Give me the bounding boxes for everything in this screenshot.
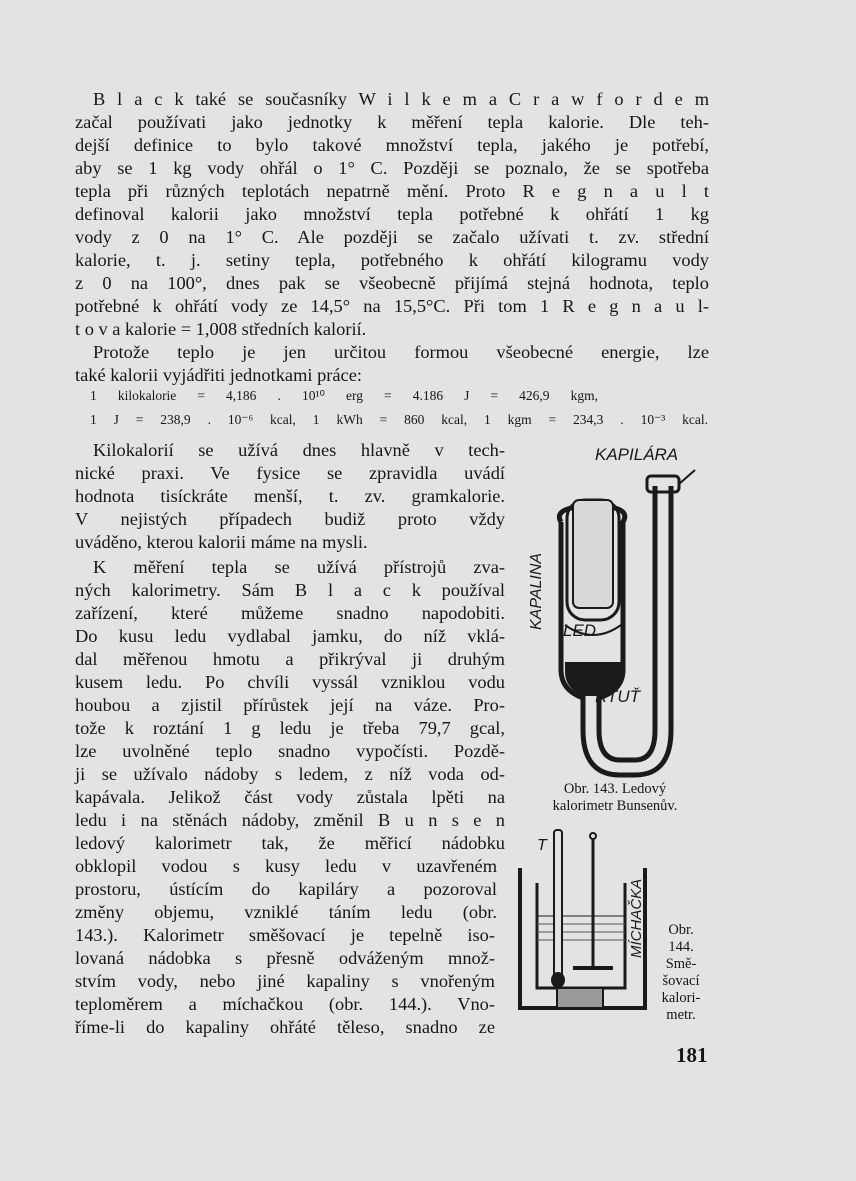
- text-line: kusem ledu. Po chvíli vyssál vzniklou vodu: [75, 672, 505, 692]
- text-line: teploměrem a míchačkou (obr. 144.). Vno-: [75, 994, 495, 1014]
- text-line: ných kalorimetry. Sám B l a c k používal: [75, 580, 505, 600]
- figure-143-caption: [505, 781, 725, 815]
- label-t: T: [537, 837, 547, 854]
- text-line: z 0 na 100°, dnes pak se všeobecně přijímá stejná hodnota, teplo: [75, 273, 709, 293]
- figure-144-caption: [652, 922, 710, 1024]
- capillary-tip: [679, 470, 695, 484]
- text-line: kalorie, t. j. setiny tepla, potřebného k ohřátí kilogramu vody: [75, 250, 709, 270]
- text-line: kapávala. Jelikož část vody zůstala lpěti na: [75, 787, 505, 807]
- text-line: také kalorii vyjádřiti jednotkami práce:: [75, 365, 362, 385]
- label-led: LED: [563, 621, 597, 640]
- caption-line: Smě-: [665, 956, 697, 972]
- label-kapalina: KAPALINA: [528, 552, 545, 630]
- text-line: tože k roztání 1 g ledu je třeba 79,7 gcal,: [75, 718, 505, 738]
- text-line: houbou a zjistil přírůstek její na váze. Pro-: [75, 695, 505, 715]
- text-line: prostoru, ústícím do kapiláry a pozoroval: [75, 879, 497, 899]
- text-line: stvím vody, nebo jiné kapaliny s vnořeným: [75, 971, 495, 991]
- text-line: dejší definice to bylo takové množství tepla, jakého je potřebí,: [75, 135, 709, 155]
- text-line: uváděno, kterou kalorii máme na mysli.: [75, 532, 368, 552]
- figure-144-mixing-calorimeter: [515, 828, 655, 1023]
- text-line: 143.). Kalorimetr směšovací je tepelně iso-: [75, 925, 495, 945]
- text-line: V nejistých případech budiž proto vždy: [75, 509, 505, 529]
- caption-line: metr.: [666, 1007, 696, 1023]
- label-rtut: RTUŤ: [595, 687, 641, 706]
- text-line: t o v a kalorie = 1,008 středních kalorií.: [75, 319, 367, 339]
- text-line: ledu i na stěnách nádoby, změnil B u n s e n: [75, 810, 505, 830]
- text-line: B l a c k také se současníky W i l k e m a C r a w f o r d e m: [93, 89, 709, 109]
- text-line: Protože teplo je jen určitou formou všeobecné energie, lze: [93, 342, 709, 362]
- caption-line: kalori-: [661, 990, 701, 1006]
- caption-line: Obr. 143. Ledový: [563, 781, 667, 797]
- text-line: změny objemu, vzniklé táním ledu (obr.: [75, 902, 497, 922]
- label-michacka: MÍCHAČKA: [628, 878, 645, 958]
- thermometer-bulb: [551, 972, 565, 988]
- text-line: vody z 0 na 1° C. Ale později se začalo užívati t. zv. střední: [75, 227, 709, 247]
- text-line: definoval kalorii jako množství tepla potřebné k ohřátí 1 kg: [75, 204, 709, 224]
- equation-line: 1 J = 238,9 . 10⁻⁶ kcal, 1 kWh = 860 kcal, 1 kgm = 234,3 . 10⁻³ kcal.: [90, 412, 708, 427]
- caption-line: šovací: [662, 973, 700, 989]
- text-line: Do kusu ledu vydlabal jamku, do níž vklá-: [75, 626, 505, 646]
- text-line: říme-li do kapaliny ohřáté těleso, snadno ze: [75, 1017, 495, 1037]
- thermometer: [554, 830, 562, 980]
- text-line: K měření tepla se užívá přístrojů zva-: [93, 557, 505, 577]
- caption-line: Obr.: [668, 922, 694, 938]
- inner-tube-liquid: [573, 500, 613, 608]
- text-line: potřebné k ohřátí vody ze 14,5° na 15,5°C. Při tom 1 R e g n a u l-: [75, 296, 709, 316]
- text-line: obklopil vodou s kusy ledu v uzavřeném: [75, 856, 497, 876]
- caption-line: 144.: [668, 939, 694, 955]
- page-number: 181: [676, 1043, 708, 1067]
- text-line: ji se užívalo nádoby s ledem, z níž voda od-: [75, 764, 505, 784]
- text-line: ledový kalorimetr tak, že měřicí nádobku: [75, 833, 505, 853]
- text-line: dal měřenou hmotu a přikrýval ji druhým: [75, 649, 505, 669]
- stirrer-handle: [590, 833, 596, 839]
- text-line: Kilokalorií se užívá dnes hlavně v tech-: [93, 440, 505, 460]
- label-kapilara: KAPILÁRA: [595, 445, 679, 464]
- figure-143-bunsen-calorimeter: [515, 440, 715, 780]
- equation-line: 1 kilokalorie = 4,186 . 10¹⁰ erg = 4.186 J = 426,9 kgm,: [90, 388, 598, 403]
- text-line: začal používati jako jednotky k měření tepla kalorie. Dle teh-: [75, 112, 709, 132]
- text-line: lovaná nádobka s přesně odváženým množ-: [75, 948, 495, 968]
- text-line: tepla při různých teplotách nepatrně mění. Proto R e g n a u l t: [75, 181, 709, 201]
- capillary-end: [647, 476, 679, 492]
- text-line: zařízení, které můžeme snadno napodobiti.: [75, 603, 505, 623]
- inner-vessel: [537, 883, 625, 988]
- support-base: [557, 988, 603, 1008]
- text-line: aby se 1 kg vody ohřál o 1° C. Později se poznalo, že se spotřeba: [75, 158, 709, 178]
- caption-line: kalorimetr Bunsenův.: [552, 798, 678, 814]
- text-line: lze uvolněné teplo snadno vypočísti. Pozdě-: [75, 741, 505, 761]
- text-line: nické praxi. Ve fysice se zpravidla uvádí: [75, 463, 505, 483]
- text-line: hodnota tisíckráte menší, t. zv. gramkalorie.: [75, 486, 505, 506]
